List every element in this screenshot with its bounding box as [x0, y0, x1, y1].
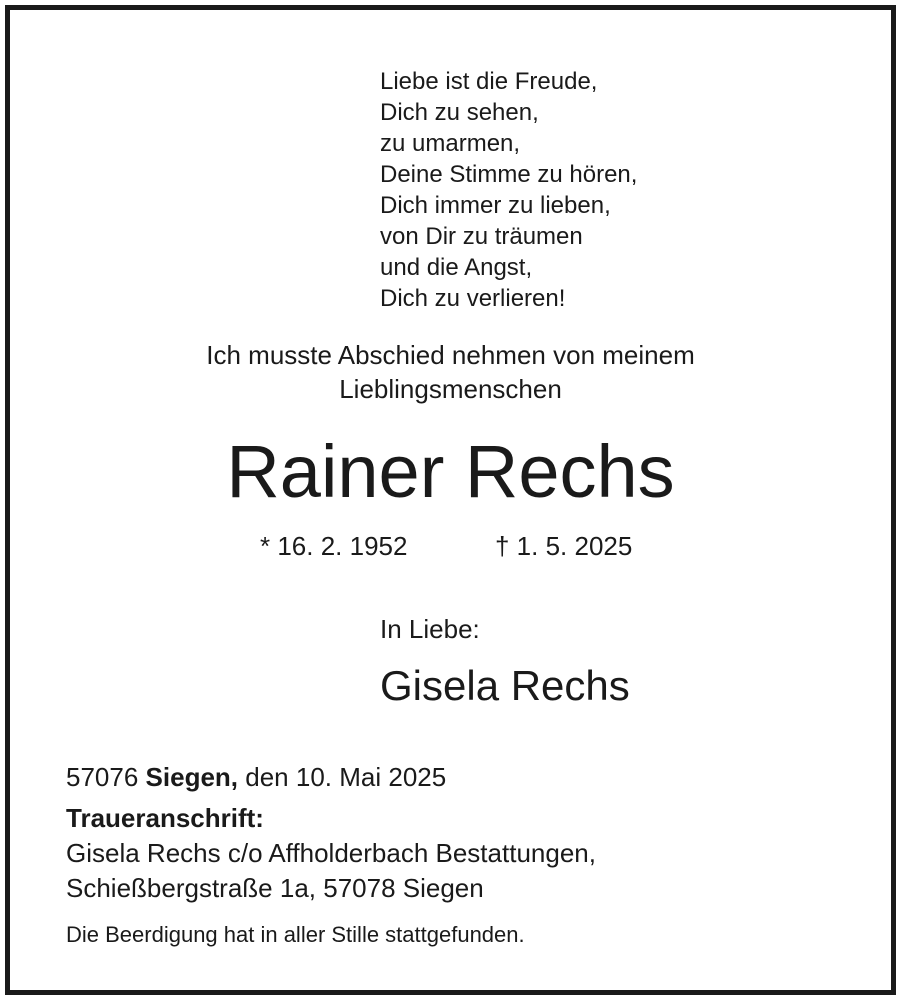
mourning-address	[66, 836, 596, 906]
funeral-note: Die Beerdigung hat in aller Stille stattgefunden.	[66, 922, 525, 947]
farewell-intro-line-2: Lieblingsmenschen	[339, 374, 562, 404]
place-and-date	[66, 761, 446, 793]
farewell-intro	[10, 338, 891, 406]
birth-date: * 16. 2. 1952	[260, 531, 408, 561]
poem-line: Liebe ist die Freude,	[380, 68, 598, 95]
mourners-intro: In Liebe:	[380, 614, 480, 644]
death-date: † 1. 5. 2025	[495, 531, 633, 561]
mourner-name: Gisela Rechs	[380, 662, 630, 709]
poem-line: Dich immer zu lieben,	[380, 192, 611, 219]
poem-line: von Dir zu träumen	[380, 223, 583, 250]
postcode: 57076	[66, 762, 139, 792]
address-line-1: Gisela Rechs c/o Affholderbach Bestattungen,	[66, 838, 596, 868]
poem-line: Dich zu verlieren!	[380, 285, 566, 312]
deceased-name: Rainer Rechs	[226, 430, 675, 513]
poem-line: zu umarmen,	[380, 130, 521, 157]
poem-line: Dich zu sehen,	[380, 99, 539, 126]
obituary-notice	[5, 5, 896, 995]
poem-line: und die Angst,	[380, 254, 533, 281]
city: Siegen,	[145, 762, 239, 792]
poem-line: Deine Stimme zu hören,	[380, 161, 638, 188]
poem	[380, 66, 637, 314]
address-line-2: Schießbergstraße 1a, 57078 Siegen	[66, 873, 484, 903]
address-label: Traueranschrift:	[66, 803, 264, 833]
notice-date: den 10. Mai 2025	[245, 762, 447, 792]
farewell-intro-line-1: Ich musste Abschied nehmen von meinem	[206, 340, 695, 370]
